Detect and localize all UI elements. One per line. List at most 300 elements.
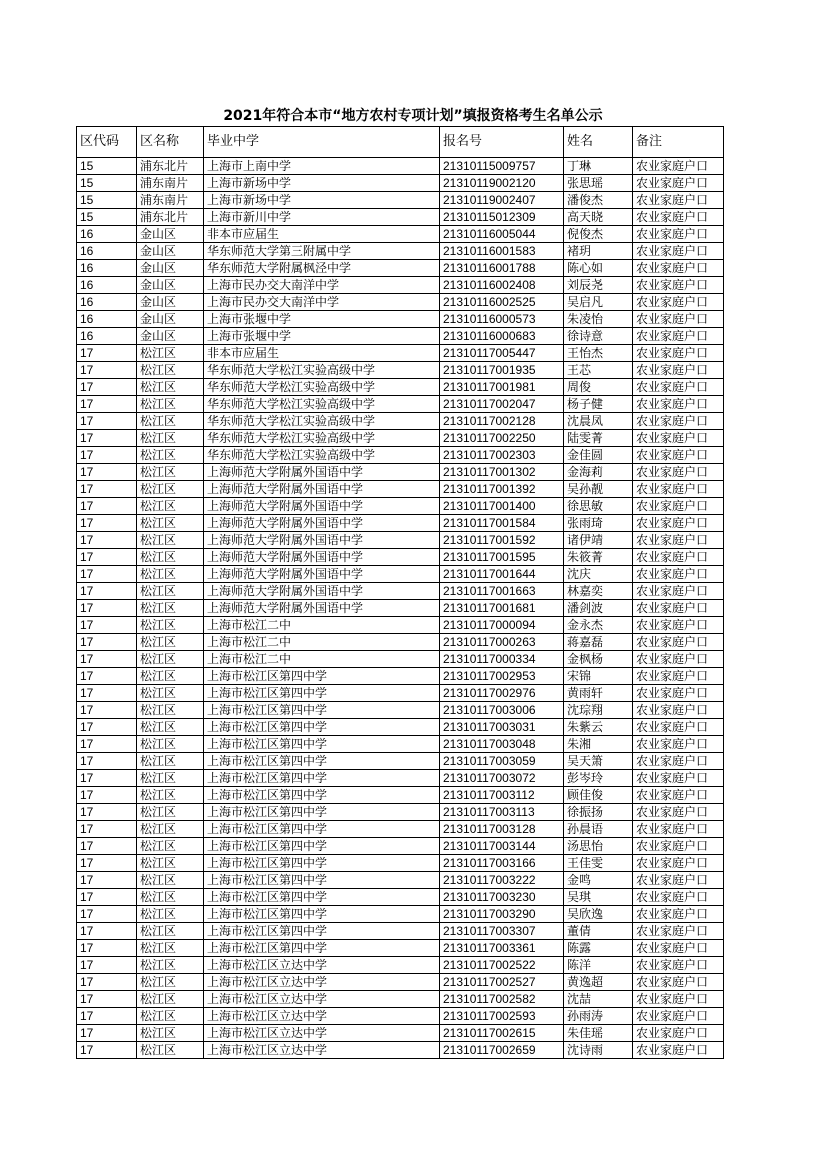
district-name-cell: 松江区 (137, 685, 204, 702)
registration-number-cell: 21310117003112 (440, 787, 564, 804)
registration-number-cell: 21310116001583 (440, 243, 564, 260)
school-cell: 上海市松江二中 (204, 634, 440, 651)
registration-number-cell: 21310117002582 (440, 991, 564, 1008)
remark-cell: 农业家庭户口 (633, 651, 724, 668)
remark-cell: 农业家庭户口 (633, 260, 724, 277)
district-name-cell: 松江区 (137, 906, 204, 923)
district-name-cell: 松江区 (137, 668, 204, 685)
district-code-cell: 17 (77, 481, 137, 498)
table-row (77, 872, 724, 889)
district-name-cell: 松江区 (137, 396, 204, 413)
table-row (77, 804, 724, 821)
remark-cell: 农业家庭户口 (633, 243, 724, 260)
district-name-cell: 松江区 (137, 600, 204, 617)
registration-number-cell: 21310115012309 (440, 209, 564, 226)
district-code-cell: 17 (77, 1042, 137, 1059)
district-name-cell: 松江区 (137, 413, 204, 430)
remark-cell: 农业家庭户口 (633, 430, 724, 447)
remark-cell: 农业家庭户口 (633, 311, 724, 328)
table-row (77, 600, 724, 617)
remark-cell: 农业家庭户口 (633, 719, 724, 736)
district-code-cell: 17 (77, 906, 137, 923)
school-cell: 上海市松江区第四中学 (204, 736, 440, 753)
registration-number-cell: 21310119002120 (440, 175, 564, 192)
district-name-cell: 浦东北片 (137, 158, 204, 175)
student-name-cell: 潘俊杰 (564, 192, 633, 209)
student-name-cell: 董倩 (564, 923, 633, 940)
table-row (77, 192, 724, 209)
school-cell: 上海师范大学附属外国语中学 (204, 532, 440, 549)
table-row (77, 447, 724, 464)
student-name-cell: 金佳圆 (564, 447, 633, 464)
district-code-cell: 17 (77, 464, 137, 481)
student-name-cell: 沈喆 (564, 991, 633, 1008)
table-row (77, 532, 724, 549)
registration-number-cell: 21310117003031 (440, 719, 564, 736)
school-cell: 上海市松江区第四中学 (204, 889, 440, 906)
table-row (77, 175, 724, 192)
district-name-cell: 松江区 (137, 974, 204, 991)
remark-cell: 农业家庭户口 (633, 770, 724, 787)
remark-cell: 农业家庭户口 (633, 209, 724, 226)
district-name-cell: 松江区 (137, 583, 204, 600)
registration-number-cell: 21310117003166 (440, 855, 564, 872)
district-code-cell: 17 (77, 872, 137, 889)
header-district-name: 区名称 (137, 127, 204, 158)
student-name-cell: 诸伊靖 (564, 532, 633, 549)
registration-number-cell: 21310117001935 (440, 362, 564, 379)
registration-number-cell: 21310116005044 (440, 226, 564, 243)
school-cell: 上海市松江区第四中学 (204, 719, 440, 736)
student-name-cell: 陈露 (564, 940, 633, 957)
remark-cell: 农业家庭户口 (633, 855, 724, 872)
table-row (77, 413, 724, 430)
student-name-cell: 吴孙靓 (564, 481, 633, 498)
school-cell: 上海师范大学附属外国语中学 (204, 498, 440, 515)
student-name-cell: 金枫杨 (564, 651, 633, 668)
district-code-cell: 16 (77, 226, 137, 243)
table-row (77, 753, 724, 770)
candidate-table (76, 126, 724, 1059)
remark-cell: 农业家庭户口 (633, 192, 724, 209)
district-name-cell: 松江区 (137, 362, 204, 379)
school-cell: 上海市松江区立达中学 (204, 1025, 440, 1042)
district-code-cell: 17 (77, 651, 137, 668)
table-row (77, 311, 724, 328)
remark-cell: 农业家庭户口 (633, 277, 724, 294)
table-row (77, 158, 724, 175)
remark-cell: 农业家庭户口 (633, 583, 724, 600)
district-code-cell: 15 (77, 192, 137, 209)
district-code-cell: 17 (77, 498, 137, 515)
registration-number-cell: 21310117000263 (440, 634, 564, 651)
registration-number-cell: 21310117002593 (440, 1008, 564, 1025)
student-name-cell: 宋锦 (564, 668, 633, 685)
student-name-cell: 沈诗雨 (564, 1042, 633, 1059)
table-row (77, 889, 724, 906)
district-name-cell: 浦东北片 (137, 209, 204, 226)
district-code-cell: 16 (77, 243, 137, 260)
student-name-cell: 金永杰 (564, 617, 633, 634)
district-code-cell: 17 (77, 362, 137, 379)
district-code-cell: 17 (77, 804, 137, 821)
district-code-cell: 17 (77, 736, 137, 753)
school-cell: 上海市松江区第四中学 (204, 770, 440, 787)
registration-number-cell: 21310117001644 (440, 566, 564, 583)
school-cell: 华东师范大学松江实验高级中学 (204, 447, 440, 464)
remark-cell: 农业家庭户口 (633, 379, 724, 396)
registration-number-cell: 21310117002615 (440, 1025, 564, 1042)
district-name-cell: 金山区 (137, 243, 204, 260)
school-cell: 上海市松江区第四中学 (204, 685, 440, 702)
table-row (77, 515, 724, 532)
district-code-cell: 17 (77, 345, 137, 362)
school-cell: 上海师范大学附属外国语中学 (204, 464, 440, 481)
student-name-cell: 彭岑玲 (564, 770, 633, 787)
registration-number-cell: 21310117000334 (440, 651, 564, 668)
remark-cell: 农业家庭户口 (633, 226, 724, 243)
school-cell: 华东师范大学第三附属中学 (204, 243, 440, 260)
district-name-cell: 松江区 (137, 923, 204, 940)
registration-number-cell: 21310117001592 (440, 532, 564, 549)
registration-number-cell: 21310117002953 (440, 668, 564, 685)
student-name-cell: 朱湘 (564, 736, 633, 753)
registration-number-cell: 21310117003113 (440, 804, 564, 821)
student-name-cell: 沈琮翔 (564, 702, 633, 719)
school-cell: 上海师范大学附属外国语中学 (204, 566, 440, 583)
district-name-cell: 松江区 (137, 872, 204, 889)
school-cell: 上海市松江区第四中学 (204, 940, 440, 957)
registration-number-cell: 21310116001788 (440, 260, 564, 277)
school-cell: 华东师范大学松江实验高级中学 (204, 362, 440, 379)
remark-cell: 农业家庭户口 (633, 872, 724, 889)
registration-number-cell: 21310116002525 (440, 294, 564, 311)
student-name-cell: 金鸣 (564, 872, 633, 889)
remark-cell: 农业家庭户口 (633, 1042, 724, 1059)
registration-number-cell: 21310117003006 (440, 702, 564, 719)
district-name-cell: 松江区 (137, 991, 204, 1008)
registration-number-cell: 21310117001595 (440, 549, 564, 566)
district-code-cell: 17 (77, 379, 137, 396)
student-name-cell: 吴启凡 (564, 294, 633, 311)
district-code-cell: 17 (77, 821, 137, 838)
district-name-cell: 金山区 (137, 226, 204, 243)
school-cell: 华东师范大学附属枫泾中学 (204, 260, 440, 277)
school-cell: 上海市松江二中 (204, 651, 440, 668)
header-student-name: 姓名 (564, 127, 633, 158)
school-cell: 上海市民办交大南洋中学 (204, 277, 440, 294)
school-cell: 上海市松江区第四中学 (204, 753, 440, 770)
table-row (77, 209, 724, 226)
district-name-cell: 松江区 (137, 345, 204, 362)
student-name-cell: 陈心如 (564, 260, 633, 277)
header-registration-number: 报名号 (440, 127, 564, 158)
school-cell: 上海市新川中学 (204, 209, 440, 226)
school-cell: 上海市松江区第四中学 (204, 838, 440, 855)
student-name-cell: 杨子健 (564, 396, 633, 413)
remark-cell: 农业家庭户口 (633, 396, 724, 413)
remark-cell: 农业家庭户口 (633, 413, 724, 430)
student-name-cell: 倪俊杰 (564, 226, 633, 243)
table-row (77, 345, 724, 362)
remark-cell: 农业家庭户口 (633, 345, 724, 362)
table-row (77, 855, 724, 872)
table-row (77, 430, 724, 447)
district-name-cell: 松江区 (137, 430, 204, 447)
student-name-cell: 陈洋 (564, 957, 633, 974)
remark-cell: 农业家庭户口 (633, 991, 724, 1008)
student-name-cell: 王芯 (564, 362, 633, 379)
district-name-cell: 松江区 (137, 804, 204, 821)
remark-cell: 农业家庭户口 (633, 158, 724, 175)
registration-number-cell: 21310117001400 (440, 498, 564, 515)
school-cell: 华东师范大学松江实验高级中学 (204, 413, 440, 430)
registration-number-cell: 21310117003290 (440, 906, 564, 923)
district-code-cell: 16 (77, 311, 137, 328)
district-name-cell: 松江区 (137, 889, 204, 906)
district-name-cell: 松江区 (137, 549, 204, 566)
student-name-cell: 孙雨涛 (564, 1008, 633, 1025)
table-row (77, 957, 724, 974)
table-row (77, 294, 724, 311)
remark-cell: 农业家庭户口 (633, 702, 724, 719)
school-cell: 上海市松江二中 (204, 617, 440, 634)
student-name-cell: 徐诗意 (564, 328, 633, 345)
registration-number-cell: 21310117001584 (440, 515, 564, 532)
district-name-cell: 松江区 (137, 787, 204, 804)
district-code-cell: 17 (77, 600, 137, 617)
table-row (77, 991, 724, 1008)
table-row (77, 719, 724, 736)
table-row (77, 685, 724, 702)
remark-cell: 农业家庭户口 (633, 974, 724, 991)
student-name-cell: 朱筱菁 (564, 549, 633, 566)
district-name-cell: 松江区 (137, 447, 204, 464)
remark-cell: 农业家庭户口 (633, 498, 724, 515)
table-row (77, 260, 724, 277)
district-code-cell: 17 (77, 753, 137, 770)
registration-number-cell: 21310116000683 (440, 328, 564, 345)
school-cell: 华东师范大学松江实验高级中学 (204, 396, 440, 413)
registration-number-cell: 21310117002522 (440, 957, 564, 974)
table-row (77, 821, 724, 838)
registration-number-cell: 21310116002408 (440, 277, 564, 294)
school-cell: 上海市松江区第四中学 (204, 821, 440, 838)
school-cell: 非本市应届生 (204, 345, 440, 362)
table-row (77, 838, 724, 855)
district-code-cell: 17 (77, 787, 137, 804)
registration-number-cell: 21310117003230 (440, 889, 564, 906)
district-name-cell: 松江区 (137, 1008, 204, 1025)
remark-cell: 农业家庭户口 (633, 294, 724, 311)
school-cell: 华东师范大学松江实验高级中学 (204, 379, 440, 396)
table-row (77, 464, 724, 481)
district-code-cell: 17 (77, 974, 137, 991)
district-code-cell: 17 (77, 583, 137, 600)
remark-cell: 农业家庭户口 (633, 549, 724, 566)
district-code-cell: 17 (77, 447, 137, 464)
student-name-cell: 张雨琦 (564, 515, 633, 532)
school-cell: 上海市松江区第四中学 (204, 923, 440, 940)
remark-cell: 农业家庭户口 (633, 736, 724, 753)
table-row (77, 549, 724, 566)
school-cell: 上海市松江区第四中学 (204, 906, 440, 923)
district-code-cell: 17 (77, 991, 137, 1008)
remark-cell: 农业家庭户口 (633, 566, 724, 583)
district-code-cell: 17 (77, 957, 137, 974)
district-name-cell: 松江区 (137, 1025, 204, 1042)
school-cell: 上海师范大学附属外国语中学 (204, 515, 440, 532)
district-name-cell: 金山区 (137, 294, 204, 311)
student-name-cell: 陆雯菁 (564, 430, 633, 447)
table-row (77, 243, 724, 260)
district-name-cell: 松江区 (137, 957, 204, 974)
table-row (77, 770, 724, 787)
table-body (77, 127, 724, 1059)
school-cell: 上海市张堰中学 (204, 328, 440, 345)
remark-cell: 农业家庭户口 (633, 481, 724, 498)
school-cell: 上海师范大学附属外国语中学 (204, 600, 440, 617)
district-code-cell: 17 (77, 940, 137, 957)
registration-number-cell: 21310117002047 (440, 396, 564, 413)
student-name-cell: 金海莉 (564, 464, 633, 481)
header-school: 毕业中学 (204, 127, 440, 158)
district-name-cell: 松江区 (137, 719, 204, 736)
header-remark: 备注 (633, 127, 724, 158)
table-row (77, 736, 724, 753)
registration-number-cell: 21310117003222 (440, 872, 564, 889)
district-name-cell: 松江区 (137, 481, 204, 498)
remark-cell: 农业家庭户口 (633, 328, 724, 345)
registration-number-cell: 21310117002250 (440, 430, 564, 447)
school-cell: 上海市松江区第四中学 (204, 872, 440, 889)
student-name-cell: 吴天箫 (564, 753, 633, 770)
school-cell: 上海市松江区第四中学 (204, 804, 440, 821)
school-cell: 上海市松江区立达中学 (204, 974, 440, 991)
student-name-cell: 吴琪 (564, 889, 633, 906)
registration-number-cell: 21310117002303 (440, 447, 564, 464)
school-cell: 上海市松江区立达中学 (204, 991, 440, 1008)
district-code-cell: 17 (77, 719, 137, 736)
table-row (77, 481, 724, 498)
district-code-cell: 16 (77, 260, 137, 277)
district-code-cell: 15 (77, 158, 137, 175)
district-code-cell: 17 (77, 532, 137, 549)
registration-number-cell: 21310117002527 (440, 974, 564, 991)
table-row (77, 396, 724, 413)
table-row (77, 1025, 724, 1042)
header-district-code: 区代码 (77, 127, 137, 158)
registration-number-cell: 21310117001392 (440, 481, 564, 498)
school-cell: 上海市松江区第四中学 (204, 855, 440, 872)
registration-number-cell: 21310117003059 (440, 753, 564, 770)
remark-cell: 农业家庭户口 (633, 668, 724, 685)
school-cell: 上海市新场中学 (204, 175, 440, 192)
student-name-cell: 黄雨轩 (564, 685, 633, 702)
student-name-cell: 朱凌怡 (564, 311, 633, 328)
school-cell: 上海市松江区立达中学 (204, 957, 440, 974)
district-code-cell: 17 (77, 430, 137, 447)
registration-number-cell: 21310117002976 (440, 685, 564, 702)
student-name-cell: 褚玥 (564, 243, 633, 260)
registration-number-cell: 21310117003128 (440, 821, 564, 838)
remark-cell: 农业家庭户口 (633, 804, 724, 821)
remark-cell: 农业家庭户口 (633, 1025, 724, 1042)
registration-number-cell: 21310117003361 (440, 940, 564, 957)
district-code-cell: 17 (77, 889, 137, 906)
district-code-cell: 17 (77, 617, 137, 634)
student-name-cell: 丁琳 (564, 158, 633, 175)
remark-cell: 农业家庭户口 (633, 787, 724, 804)
registration-number-cell: 21310117000094 (440, 617, 564, 634)
district-code-cell: 17 (77, 1008, 137, 1025)
district-code-cell: 17 (77, 1025, 137, 1042)
remark-cell: 农业家庭户口 (633, 634, 724, 651)
district-name-cell: 松江区 (137, 770, 204, 787)
remark-cell: 农业家庭户口 (633, 923, 724, 940)
registration-number-cell: 21310117003307 (440, 923, 564, 940)
district-name-cell: 松江区 (137, 617, 204, 634)
remark-cell: 农业家庭户口 (633, 532, 724, 549)
remark-cell: 农业家庭户口 (633, 753, 724, 770)
student-name-cell: 黄逸超 (564, 974, 633, 991)
table-row (77, 906, 724, 923)
district-code-cell: 15 (77, 209, 137, 226)
table-row (77, 668, 724, 685)
school-cell: 上海市松江区第四中学 (204, 702, 440, 719)
registration-number-cell: 21310117001681 (440, 600, 564, 617)
remark-cell: 农业家庭户口 (633, 600, 724, 617)
district-name-cell: 松江区 (137, 498, 204, 515)
district-code-cell: 15 (77, 175, 137, 192)
table-row (77, 787, 724, 804)
table-row (77, 226, 724, 243)
student-name-cell: 徐振扬 (564, 804, 633, 821)
student-name-cell: 蒋嘉磊 (564, 634, 633, 651)
district-name-cell: 金山区 (137, 328, 204, 345)
registration-number-cell: 21310117001302 (440, 464, 564, 481)
remark-cell: 农业家庭户口 (633, 464, 724, 481)
remark-cell: 农业家庭户口 (633, 685, 724, 702)
student-name-cell: 朱紫云 (564, 719, 633, 736)
student-name-cell: 潘剑波 (564, 600, 633, 617)
student-name-cell: 张思瑶 (564, 175, 633, 192)
table-row (77, 974, 724, 991)
remark-cell: 农业家庭户口 (633, 1008, 724, 1025)
registration-number-cell: 21310117001663 (440, 583, 564, 600)
school-cell: 上海市新场中学 (204, 192, 440, 209)
school-cell: 上海市松江区第四中学 (204, 787, 440, 804)
student-name-cell: 徐思敏 (564, 498, 633, 515)
table-row (77, 634, 724, 651)
table-row (77, 923, 724, 940)
registration-number-cell: 21310117003144 (440, 838, 564, 855)
district-name-cell: 松江区 (137, 464, 204, 481)
student-name-cell: 王怡杰 (564, 345, 633, 362)
registration-number-cell: 21310119002407 (440, 192, 564, 209)
table-row (77, 328, 724, 345)
district-name-cell: 松江区 (137, 1042, 204, 1059)
district-name-cell: 金山区 (137, 311, 204, 328)
remark-cell: 农业家庭户口 (633, 617, 724, 634)
district-name-cell: 松江区 (137, 515, 204, 532)
student-name-cell: 沈晨凤 (564, 413, 633, 430)
district-code-cell: 16 (77, 328, 137, 345)
registration-number-cell: 21310116000573 (440, 311, 564, 328)
student-name-cell: 顾佳俊 (564, 787, 633, 804)
registration-number-cell: 21310117003072 (440, 770, 564, 787)
document-title: 2021年符合本市“地方农村专项计划”填报资格考生名单公示 (223, 108, 603, 124)
